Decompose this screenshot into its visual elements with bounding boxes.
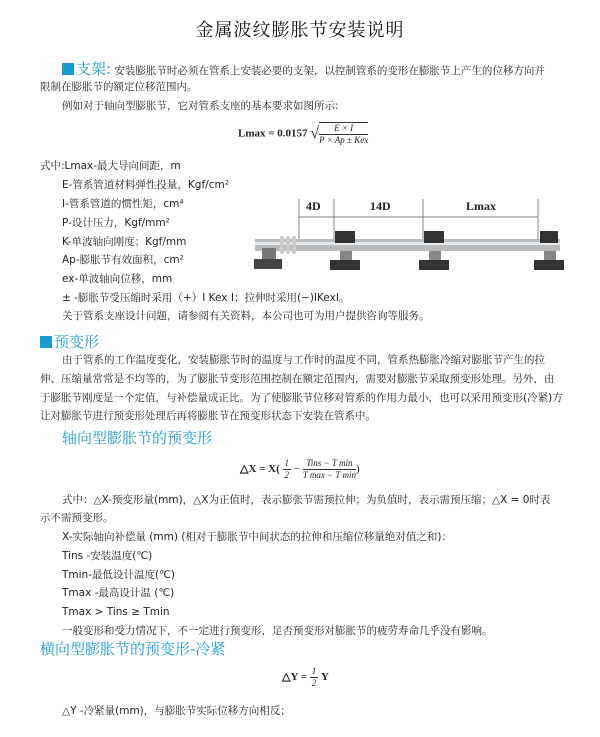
def-line: 一般变形和受力情况下，不一定进行预变形，足否预变形对膨胀节的疲劳寿命几乎没有影响。 [62, 625, 493, 637]
def-line: 式中:Lmax-最大导向间距，m [40, 160, 181, 172]
predeform-heading [40, 333, 99, 351]
para-line: 由于管系的工作温度变化，安装膨胀节时的温度与工作时的温度不同，管系热膨胀冷缩对膨胀节产生的拉 [62, 354, 545, 366]
formula-lhs: △Y = [282, 671, 308, 684]
def-line: △Y -冷紧量(mm)，与膨胀节实际位移方向相反； [62, 705, 291, 717]
formula-lhs: △X = X( [240, 463, 280, 476]
def-line: E-管系管道材料弹性投量，Kgf/cm² [62, 179, 229, 191]
half-numerator: 1 [284, 458, 290, 468]
half-denominator: 2 [311, 678, 317, 688]
def-line: K-单波轴向刚度；Kgf/mm [62, 236, 187, 248]
support-heading-text: 支架: [76, 60, 112, 78]
formula-rhs: Y [321, 671, 329, 684]
delta-x-formula: △X = X( $\frac{1}{2}$ − $\frac{\text{Tins − T min}}{\text{T max − T min}}$ ) [240, 458, 360, 480]
para-line: 让对膨胀节进行预变形处理后再将膨胀节在预变形状态下安装在管系中。 [40, 410, 376, 422]
support-section-heading-line [62, 60, 545, 78]
support-para-line: 限制在膨胀节的额定位移范围内。 [40, 81, 198, 93]
def-line: Tmax -最高设计温 (℃) [62, 587, 175, 599]
label-4d: 4D [306, 199, 321, 213]
def-line: X-实际轴向补偿量 (mm) (相对于膨胀节中间状态的拉伸和压缩位移量绝对值之和)： [62, 531, 452, 543]
def-line: P-设计压力，Kgf/mm² [62, 217, 170, 229]
formula-denominator: P × Ap ± Kex [319, 135, 369, 145]
support-heading [62, 60, 111, 78]
square-bullet-icon [40, 336, 52, 348]
square-bullet-icon [62, 63, 74, 75]
def-line: ± -膨胀节受压缩时采用（+）I Kex I；拉伸时采用(−)IKexI。 [62, 292, 350, 304]
page-title: 金属波纹膨胀节安装说明 [195, 20, 405, 41]
delta-y-formula [282, 666, 329, 689]
support-spacing-diagram [250, 195, 570, 275]
para-line: 伸、压缩量常常是不均等的，为了膨胀节变形范围控制在额定范围内，需要对膨胀节采取预变形处理。另外，由 [40, 373, 555, 385]
formula-rhs: ) [356, 463, 360, 476]
def-line: Tins -安装温度(℃) [62, 550, 153, 562]
formula-numerator: Tins − T min [303, 458, 356, 470]
def-line: Ap-膨胀节有效面积，cm² [62, 254, 184, 266]
label-14d: 14D [370, 199, 391, 213]
bellows-icon [280, 236, 296, 254]
def-line: Tmax > Tins ≥ Tmin [62, 606, 170, 618]
label-lmax: Lmax [466, 199, 496, 213]
def-line: I-管系管道的惯性矩，cm⁴ [62, 198, 184, 210]
half-denominator: 2 [284, 470, 290, 480]
def-line: ex-单波轴向位移，mm [62, 273, 173, 285]
def-line: 关于管系支座设计问题，请参阅有关资料，本公司也可为用户提供咨询等服务。 [62, 310, 430, 322]
formula-lhs: Lmax = 0.0157 [238, 127, 308, 140]
formula-numerator: E × I [319, 123, 368, 135]
axial-subheading: 轴向型膨胀节的预变形 [62, 429, 213, 447]
para-line: 于膨胀节刚度是一个定值，与补偿量成正比。为了使膨胀节位移对管系的作用力最小，也可以采用预变形(冷紧)方 [40, 392, 563, 404]
lateral-subheading: 横向型膨胀节的预变形-冷紧 [40, 640, 226, 658]
half-numerator: 1 [311, 666, 317, 676]
lmax-formula: Lmax = 0.0157 √ $\frac{E \times I}{\text{P × Ap ± Kex}}$ [238, 123, 369, 145]
support-para-line: 安装膨胀节时必须在管系上安装必要的支架，以控制管系的变形在膨胀节上产生的位移方向并 [114, 65, 545, 77]
predeform-heading-text: 预变形 [54, 333, 100, 351]
support-example-line: 例如对于轴向型膨胀节，它对管系支座的基本要求如图所示: [62, 100, 339, 112]
formula-denominator: T max − T min [302, 470, 357, 480]
def-line: Tmin-最低设计温度(℃) [62, 569, 175, 581]
def-line: 示不需预变形。 [40, 512, 114, 524]
def-line: 式中：△X-预变形量(mm)，△X为正值时，表示膨张节需预拉伸；为负值时，表示需预压缩；△X = 0时表 [62, 494, 551, 506]
